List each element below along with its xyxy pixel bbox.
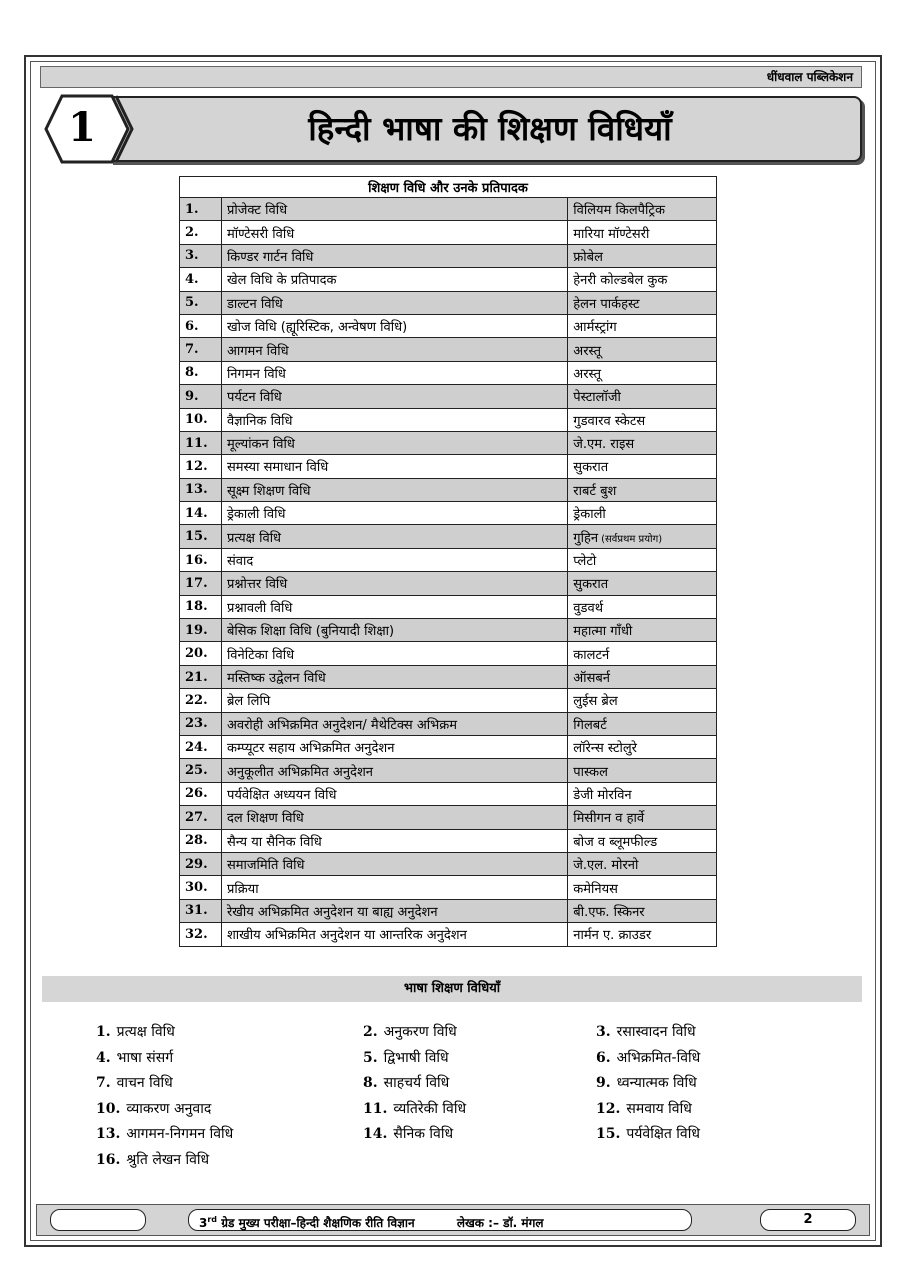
item-number: 1. xyxy=(96,1024,111,1040)
publisher-name: धींधवाल पब्लिकेशन xyxy=(766,70,853,84)
item-number: 15. xyxy=(596,1126,621,1142)
table-row xyxy=(180,455,717,478)
proponent-cell xyxy=(568,735,717,758)
item-number: 5. xyxy=(363,1049,378,1066)
language-method-item xyxy=(363,1073,449,1092)
row-number: 1. xyxy=(180,198,222,221)
method-name: मॉण्टेसरी विधि xyxy=(221,221,567,244)
proponent-cell xyxy=(568,619,717,642)
row-number: 24. xyxy=(180,735,222,758)
row-number: 28. xyxy=(180,829,222,852)
proponent-cell xyxy=(568,244,717,267)
proponent-name: हेलन पार्कहस्ट xyxy=(573,296,640,312)
row-number: 8. xyxy=(180,361,222,384)
method-name: दल शिक्षण विधि xyxy=(221,806,567,829)
proponent-name: कालटर्न xyxy=(573,647,610,663)
table-row xyxy=(180,899,717,922)
item-number: 14. xyxy=(363,1126,388,1142)
item-label: अनुकरण विधि xyxy=(383,1024,457,1040)
author-name: लेखक :– डॉ. मंगल xyxy=(456,1216,544,1230)
proponent-cell xyxy=(568,572,717,595)
language-method-item xyxy=(96,1150,209,1169)
method-name: संवाद xyxy=(221,548,567,571)
table-row xyxy=(180,385,717,408)
table-header-row xyxy=(180,177,717,198)
proponent-cell xyxy=(568,314,717,337)
method-name: ब्रेल लिपि xyxy=(221,689,567,712)
row-number: 3. xyxy=(180,244,222,267)
table-row xyxy=(180,502,717,525)
row-number: 26. xyxy=(180,782,222,805)
proponent-cell xyxy=(568,689,717,712)
proponent-note: (सर्वप्रथम प्रयोग) xyxy=(601,533,663,545)
table-row xyxy=(180,244,717,267)
item-number: 13. xyxy=(96,1126,121,1142)
item-number: 8. xyxy=(363,1075,378,1091)
row-number: 10. xyxy=(180,408,222,431)
proponent-name: पास्कल xyxy=(573,764,608,780)
method-name: आगमन विधि xyxy=(221,338,567,361)
proponent-name: अरस्तू xyxy=(573,366,601,382)
table-row xyxy=(180,361,717,384)
row-number: 11. xyxy=(180,431,222,454)
table-row xyxy=(180,314,717,337)
proponent-cell xyxy=(568,782,717,805)
row-number: 7. xyxy=(180,338,222,361)
table-row xyxy=(180,268,717,291)
proponent-cell xyxy=(568,923,717,946)
table-row xyxy=(180,431,717,454)
item-label: रसास्वादन विधि xyxy=(616,1024,696,1040)
language-method-item xyxy=(96,1022,175,1041)
item-number: 6. xyxy=(596,1049,611,1066)
row-number: 21. xyxy=(180,665,222,688)
method-name: किण्डर गार्टन विधि xyxy=(221,244,567,267)
method-name: सूक्ष्म शिक्षण विधि xyxy=(221,478,567,501)
method-name: शाखीय अभिक्रमित अनुदेशन या आन्तरिक अनुदेशन xyxy=(221,923,567,946)
method-name: पर्यवेक्षित अध्ययन विधि xyxy=(221,782,567,805)
row-number: 15. xyxy=(180,525,222,548)
item-number: 7. xyxy=(96,1075,111,1091)
proponent-name: आर्मस्ट्रांग xyxy=(573,320,617,336)
method-name: अवरोही अभिक्रमित अनुदेशन/ मैथेटिक्स अभिक्रम xyxy=(221,712,567,735)
grade-number: 3 xyxy=(199,1216,208,1230)
item-label: समवाय विधि xyxy=(626,1100,692,1117)
item-number: 12. xyxy=(596,1100,621,1117)
proponent-name: जे.एल. मोरनो xyxy=(573,858,639,874)
item-label: अभिक्रमित-विधि xyxy=(616,1049,701,1066)
item-label: सैनिक विधि xyxy=(393,1126,454,1142)
proponent-cell xyxy=(568,338,717,361)
language-method-item xyxy=(596,1048,700,1067)
proponent-name: मारिया मॉण्टेसरी xyxy=(573,226,650,242)
row-number: 25. xyxy=(180,759,222,782)
method-name: खेल विधि के प्रतिपादक xyxy=(221,268,567,291)
row-number: 32. xyxy=(180,923,222,946)
language-method-item xyxy=(363,1022,457,1041)
item-label: द्विभाषी विधि xyxy=(383,1049,449,1066)
proponent-name: बोज व ब्लूमफील्ड xyxy=(573,834,658,850)
proponent-cell xyxy=(568,361,717,384)
proponent-name: नार्मन ए. क्राउडर xyxy=(573,928,652,944)
proponent-cell xyxy=(568,455,717,478)
row-number: 23. xyxy=(180,712,222,735)
proponent-name: जे.एम. राइस xyxy=(573,437,635,453)
language-method-item xyxy=(363,1048,449,1067)
row-number: 20. xyxy=(180,642,222,665)
table-row xyxy=(180,408,717,431)
language-method-item xyxy=(96,1048,173,1067)
table-row xyxy=(180,712,717,735)
item-label: व्याकरण अनुवाद xyxy=(126,1100,212,1117)
method-name: मूल्यांकन विधि xyxy=(221,431,567,454)
language-method-item xyxy=(596,1099,692,1118)
footer-book-title xyxy=(188,1209,692,1231)
proponent-cell xyxy=(568,852,717,875)
proponent-cell xyxy=(568,408,717,431)
proponent-name: पेस्टालॉजी xyxy=(573,390,621,406)
table-row xyxy=(180,782,717,805)
page-number-box xyxy=(760,1209,856,1231)
proponent-cell xyxy=(568,431,717,454)
table-row xyxy=(180,338,717,361)
language-method-item xyxy=(363,1124,453,1143)
proponent-name: ड्रेकाली xyxy=(573,507,606,523)
item-number: 10. xyxy=(96,1100,121,1117)
table-row xyxy=(180,619,717,642)
method-name: वैज्ञानिक विधि xyxy=(221,408,567,431)
proponent-name: गुडवारव स्केटस xyxy=(573,413,646,429)
row-number: 5. xyxy=(180,291,222,314)
proponent-name: लॉरेन्स स्टोलुरे xyxy=(573,741,637,757)
proponent-name: सुकरात xyxy=(573,460,609,476)
table-row xyxy=(180,198,717,221)
language-method-item xyxy=(96,1099,211,1118)
chapter-number: 1 xyxy=(68,104,96,151)
row-number: 13. xyxy=(180,478,222,501)
method-name: बेसिक शिक्षा विधि (बुनियादी शिक्षा) xyxy=(221,619,567,642)
table-body xyxy=(180,198,717,947)
proponent-name: डेजी मोरविन xyxy=(573,787,632,803)
row-number: 9. xyxy=(180,385,222,408)
item-label: प्रत्यक्ष विधि xyxy=(116,1024,175,1040)
proponent-cell xyxy=(568,268,717,291)
language-method-item xyxy=(596,1124,700,1143)
method-name: समस्या समाधान विधि xyxy=(221,455,567,478)
method-name: सैन्य या सैनिक विधि xyxy=(221,829,567,852)
method-name: प्रश्नोत्तर विधि xyxy=(221,572,567,595)
proponent-name: लुईस ब्रेल xyxy=(573,694,618,710)
grade-suffix: rd xyxy=(207,1215,218,1224)
language-method-item xyxy=(96,1124,233,1143)
item-label: श्रुति लेखन विधि xyxy=(126,1151,210,1168)
language-method-item xyxy=(596,1022,696,1041)
method-name: मस्तिष्क उद्वेलन विधि xyxy=(221,665,567,688)
table-row xyxy=(180,852,717,875)
method-name: प्रोजेक्ट विधि xyxy=(221,198,567,221)
proponent-cell xyxy=(568,665,717,688)
table-row xyxy=(180,525,717,548)
proponent-cell xyxy=(568,291,717,314)
proponent-name: हेनरी कोल्डबेल कुक xyxy=(573,273,668,289)
method-name: प्रक्रिया xyxy=(221,876,567,899)
table-row xyxy=(180,221,717,244)
table-row xyxy=(180,923,717,946)
row-number: 31. xyxy=(180,899,222,922)
chapter-title: हिन्दी भाषा की शिक्षण विधियाँ xyxy=(308,109,672,148)
method-name: अनुकूलीत अभिक्रमित अनुदेशन xyxy=(221,759,567,782)
item-number: 3. xyxy=(596,1024,611,1040)
proponent-name: राबर्ट बुश xyxy=(573,483,617,499)
table-row xyxy=(180,665,717,688)
proponent-name: वुडवर्थ xyxy=(573,600,603,616)
footer-left-box xyxy=(50,1209,146,1231)
proponent-cell xyxy=(568,502,717,525)
proponent-cell xyxy=(568,759,717,782)
language-section-header xyxy=(42,976,862,1002)
row-number: 14. xyxy=(180,502,222,525)
table-row xyxy=(180,291,717,314)
proponent-cell xyxy=(568,548,717,571)
item-label: पर्यवेक्षित विधि xyxy=(626,1126,700,1142)
table-row xyxy=(180,876,717,899)
item-label: आगमन-निगमन विधि xyxy=(126,1126,234,1142)
language-method-item xyxy=(596,1073,697,1092)
table-row xyxy=(180,478,717,501)
item-label: वाचन विधि xyxy=(116,1075,173,1091)
row-number: 29. xyxy=(180,852,222,875)
proponent-name: बी.एफ. स्किनर xyxy=(573,904,645,920)
proponent-name: सुकरात xyxy=(573,577,609,593)
table-row xyxy=(180,572,717,595)
item-label: साहचर्य विधि xyxy=(383,1075,450,1091)
item-number: 4. xyxy=(96,1049,111,1066)
proponent-name: फ्रोबेल xyxy=(573,249,603,265)
proponent-name: महात्मा गाँधी xyxy=(573,624,633,640)
row-number: 4. xyxy=(180,268,222,291)
proponent-cell xyxy=(568,221,717,244)
row-number: 22. xyxy=(180,689,222,712)
row-number: 2. xyxy=(180,221,222,244)
proponent-name: मिसीगन व हार्वे xyxy=(573,811,645,827)
proponent-name: ऑसबर्न xyxy=(573,671,611,686)
table-row xyxy=(180,759,717,782)
table-header: शिक्षण विधि और उनके प्रतिपादक xyxy=(180,177,717,198)
method-name: रेखीय अभिक्रमित अनुदेशन या बाह्य अनुदेशन xyxy=(221,899,567,922)
proponent-name: विलियम किलपैट्रिक xyxy=(573,203,665,219)
proponent-cell xyxy=(568,806,717,829)
method-name: समाजमिति विधि xyxy=(221,852,567,875)
proponent-name: गिलबर्ट xyxy=(573,717,607,733)
item-number: 16. xyxy=(96,1151,121,1168)
row-number: 16. xyxy=(180,548,222,571)
row-number: 6. xyxy=(180,314,222,337)
publisher-bar xyxy=(40,66,862,88)
proponent-cell xyxy=(568,829,717,852)
table-row xyxy=(180,548,717,571)
item-number: 2. xyxy=(363,1024,378,1040)
proponent-cell xyxy=(568,876,717,899)
table-row xyxy=(180,595,717,618)
row-number: 18. xyxy=(180,595,222,618)
table-row xyxy=(180,642,717,665)
proponent-name: कमेनियस xyxy=(573,881,618,897)
method-name: डाल्टन विधि xyxy=(221,291,567,314)
proponent-cell xyxy=(568,642,717,665)
item-label: व्यतिरेकी विधि xyxy=(393,1100,467,1117)
proponent-cell xyxy=(568,198,717,221)
method-name: कम्प्यूटर सहाय अभिक्रमित अनुदेशन xyxy=(221,735,567,758)
page-number: 2 xyxy=(803,1212,813,1227)
proponent-cell xyxy=(568,525,717,548)
method-name: पर्यटन विधि xyxy=(221,385,567,408)
row-number: 19. xyxy=(180,619,222,642)
method-name: निगमन विधि xyxy=(221,361,567,384)
method-name: ड्रेकाली विधि xyxy=(221,502,567,525)
method-name: विनेटिका विधि xyxy=(221,642,567,665)
table-row xyxy=(180,689,717,712)
language-method-item xyxy=(363,1099,466,1118)
item-label: ध्वन्यात्मक विधि xyxy=(616,1075,697,1091)
item-number: 9. xyxy=(596,1075,611,1091)
proponent-cell xyxy=(568,712,717,735)
teaching-methods-table xyxy=(179,176,717,947)
proponent-cell xyxy=(568,899,717,922)
item-label: भाषा संसर्ग xyxy=(116,1049,174,1066)
proponent-cell xyxy=(568,385,717,408)
method-name: खोज विधि (ह्यूरिस्टिक, अन्वेषण विधि) xyxy=(221,314,567,337)
proponent-name: गुहिन xyxy=(573,530,599,546)
table-row xyxy=(180,806,717,829)
language-section-title: भाषा शिक्षण विधियाँ xyxy=(403,981,501,996)
table-row xyxy=(180,829,717,852)
proponent-name: प्लेटो xyxy=(573,554,597,570)
row-number: 12. xyxy=(180,455,222,478)
language-method-item xyxy=(96,1073,173,1092)
exam-title: ग्रेड मुख्य परीक्षा–हिन्दी शैक्षणिक रीति विज्ञान xyxy=(221,1216,415,1230)
table-row xyxy=(180,735,717,758)
row-number: 27. xyxy=(180,806,222,829)
row-number: 17. xyxy=(180,572,222,595)
row-number: 30. xyxy=(180,876,222,899)
proponent-cell xyxy=(568,478,717,501)
proponent-cell xyxy=(568,595,717,618)
method-name: प्रत्यक्ष विधि xyxy=(221,525,567,548)
item-number: 11. xyxy=(363,1100,388,1117)
proponent-name: अरस्तू xyxy=(573,343,601,359)
method-name: प्रश्नावली विधि xyxy=(221,595,567,618)
